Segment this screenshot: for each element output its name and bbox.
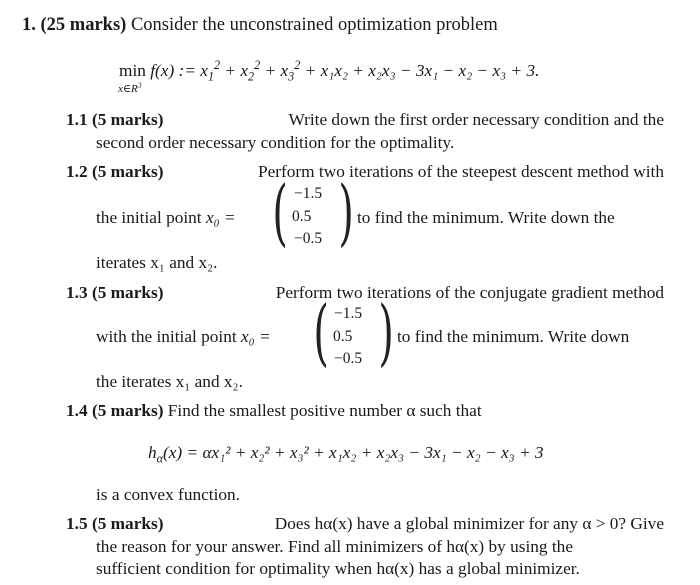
vector-entry: −0.5 (294, 230, 323, 247)
part-1-5-line1: 1.5 (5 marks) Does hα(x) have a global minimizer for any α > 0? Give (66, 514, 664, 533)
part-1-2-line3: iterates x₁ and x₂. (96, 253, 218, 272)
min-operator: min (119, 61, 146, 80)
part-1-4-line3: is a convex function. (96, 485, 240, 504)
part-1-4-line1: 1.4 (5 marks) Find the smallest positive number α such that (66, 401, 482, 420)
question-marks: (25 marks) (40, 15, 127, 35)
part-1-3-line3: the iterates x₁ and x₂. (96, 372, 243, 391)
min-subscript: $x\in R^3$ (118, 80, 142, 95)
part-1-3-line1: 1.3 (5 marks) Perform two iterations of the conjugate gradient method (66, 283, 664, 302)
left-paren: ( (272, 170, 288, 254)
part-1-2-pre: the initial point x₀ = (96, 208, 236, 227)
part-1-1-line1: 1.1 (5 marks) Write down the first order necessary condition and the (66, 110, 664, 129)
part-1-3-post: to find the minimum. Write down (397, 327, 630, 346)
part-1-5-line3: sufficient condition for optimality when hα(x) has a global minimizer. (96, 559, 580, 578)
vector-entry: −1.5 (294, 185, 323, 202)
convexity-formula: $h_\alpha(x) = \alpha x_1^2 + x_2^2 + x_3^2 + x_1x_2 + x_2x_3 - 3x_1 - x_2 - x_3 + 3$ (148, 443, 544, 466)
objective-function (119, 58, 540, 84)
vector-entry: 0.5 (292, 208, 312, 225)
vector-entry: −1.5 (334, 305, 363, 322)
vector-entry: −0.5 (334, 350, 363, 367)
question-intro: Consider the unconstrained optimization problem (130, 15, 498, 35)
part-1-2-post: to find the minimum. Write down the (357, 208, 615, 227)
objective-tail: + x₁x₂ + x₂x₃ − 3x₁ − x₂ − x₃ + 3. (304, 61, 540, 80)
objective-squares: $x_1^2 + x_2^2 + x_3^2$ (200, 58, 301, 84)
part-1-2-line1: 1.2 (5 marks) Perform two iterations of the steepest descent method with (66, 162, 664, 181)
part-1-3-pre: with the initial point x₀ = (96, 327, 271, 346)
part-1-5-line2: the reason for your answer. Find all minimizers of hα(x) by using the (96, 537, 573, 556)
right-paren: ) (378, 290, 394, 374)
question-number: 1. (22, 15, 36, 35)
question-header (22, 16, 498, 35)
part-1-1-line2: second order necessary condition for the optimality. (96, 133, 455, 152)
objective-lhs: f(x) := (150, 61, 196, 80)
right-paren: ) (338, 170, 354, 254)
left-paren: ( (313, 290, 329, 374)
vector-entry: 0.5 (333, 328, 353, 345)
